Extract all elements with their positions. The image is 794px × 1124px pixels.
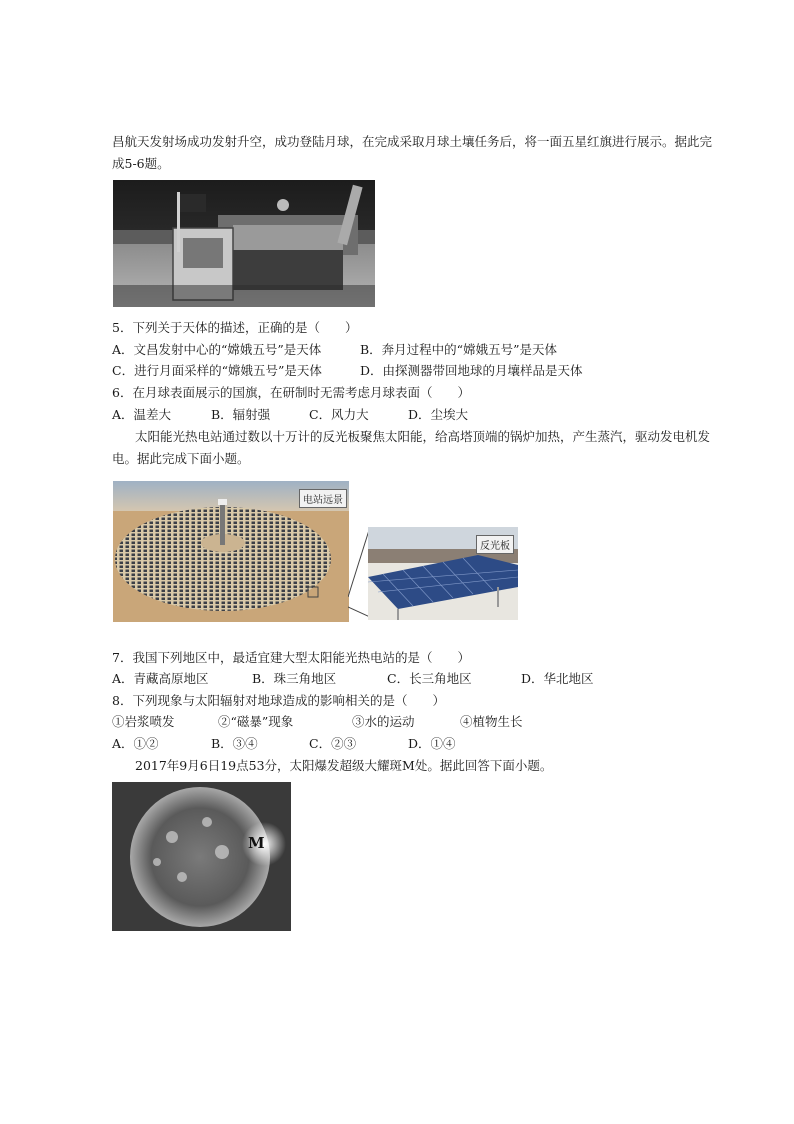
question-5-option-d: D．由探测器带回地球的月壤样品是天体: [360, 363, 583, 378]
question-5-option-a: A．文昌发射中心的“嫦娥五号”是天体: [112, 342, 322, 357]
question-7-option-c: C．长三角地区: [387, 671, 472, 686]
question-8-option-b: B．③④: [211, 736, 258, 751]
question-7-stem: 7．我国下列地区中，最适宜建大型太阳能光热电站的是（ ）: [112, 650, 470, 665]
question-8-item-2: ②“磁暴”现象: [218, 714, 294, 729]
intro-line: 太阳能光热电站通过数以十万计的反光板聚焦太阳能，给高塔顶端的锅炉加热，产生蒸汽，驱动发电机发: [135, 429, 711, 444]
question-6-option-a: A．温差大: [112, 407, 172, 422]
question-7-option-d: D．华北地区: [521, 671, 594, 686]
intro-line: 2017年9月6日19点53分，太阳爆发超级大耀斑M处。据此回答下面小题。: [135, 758, 553, 773]
question-7-option-b: B．珠三角地区: [252, 671, 337, 686]
question-6-stem: 6．在月球表面展示的国旗，在研制时无需考虑月球表面（ ）: [112, 385, 470, 400]
question-8-stem: 8．下列现象与太阳辐射对地球造成的影响相关的是（ ）: [112, 693, 445, 708]
question-6-option-b: B．辐射强: [211, 407, 271, 422]
zoom-connector: [348, 527, 370, 617]
figure-label-far-view: 电站远景: [299, 489, 347, 508]
question-5-stem: 5．下列关于天体的描述，正确的是（ ）: [112, 320, 358, 335]
question-8-item-3: ③水的运动: [352, 714, 415, 729]
question-6-option-c: C．风力大: [309, 407, 369, 422]
question-8-option-d: D．①④: [408, 736, 456, 751]
intro-line: 电。据此完成下面小题。: [112, 451, 250, 466]
intro-line: 昌航天发射场成功发射升空，成功登陆月球，在完成采取月球土壤任务后，将一面五星红旗进行展示。据此完: [112, 134, 713, 149]
question-7-option-a: A．青藏高原地区: [112, 671, 209, 686]
figure-label-reflector: 反光板: [476, 535, 514, 554]
question-5-option-b: B．奔月过程中的“嫦娥五号”是天体: [360, 342, 557, 357]
question-8-item-1: ①岩浆喷发: [112, 714, 175, 729]
question-6-option-d: D．尘埃大: [408, 407, 469, 422]
intro-line: 成5-6题。: [112, 156, 170, 171]
question-8-item-4: ④植物生长: [460, 714, 523, 729]
lunar-lander-photo: [113, 180, 375, 307]
question-8-option-a: A．①②: [112, 736, 159, 751]
solar-station-photo: [113, 481, 349, 622]
flare-label-m: M: [248, 834, 265, 852]
reflector-panel-photo: [368, 527, 518, 620]
question-8-option-c: C．②③: [309, 736, 357, 751]
question-5-option-c: C．进行月面采样的“嫦娥五号”是天体: [112, 363, 322, 378]
sun-flare-photo: [112, 782, 291, 931]
